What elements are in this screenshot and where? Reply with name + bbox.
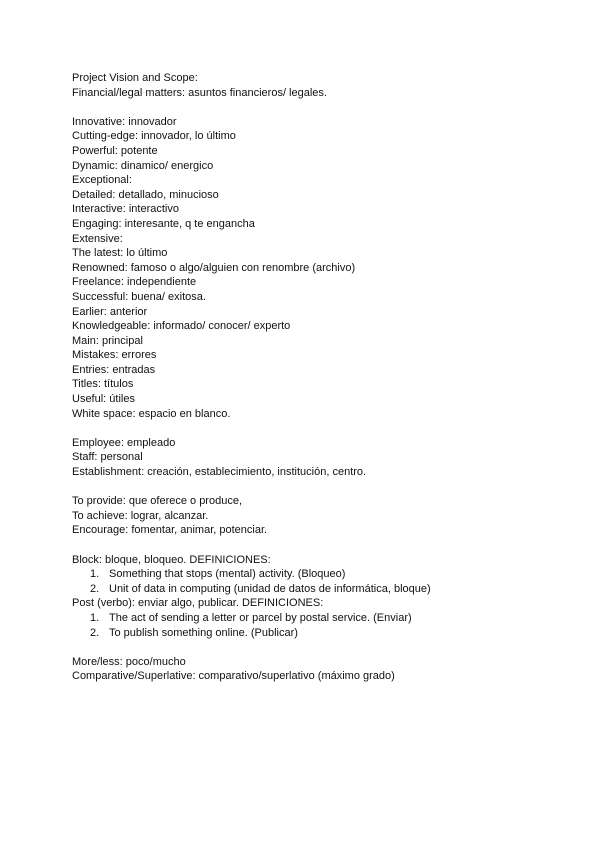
paragraph-gap — [72, 538, 572, 553]
vocab-group-workplace — [72, 436, 572, 480]
vocab-line: Earlier: anterior — [72, 305, 148, 318]
list-text: The act of sending a letter or parcel by postal service. (Enviar) — [109, 611, 412, 624]
vocab-line: Titles: títulos — [72, 378, 134, 391]
list-number: 1. — [90, 611, 100, 624]
document-title: Project Vision and Scope: — [72, 72, 198, 84]
vocab-group-adjectives — [72, 115, 572, 421]
vocab-line: Renowned: famoso o algo/alguien con renombre (archivo) — [72, 261, 356, 274]
vocab-line: White space: espacio en blanco. — [72, 407, 231, 420]
vocab-line: To provide: que oferece o produce, — [72, 495, 243, 508]
vocab-line: The latest: lo último — [72, 247, 168, 260]
vocab-line: Comparative/Superlative: comparativo/superlativo (máximo grado) — [72, 670, 395, 683]
document-subtitle: Financial/legal matters: asuntos financieros/ legales. — [72, 86, 327, 99]
vocab-group-comparison — [72, 655, 572, 684]
vocab-line: Main: principal — [72, 334, 143, 347]
vocab-line: Extensive: — [72, 232, 123, 245]
vocab-line: Knowledgeable: informado/ conocer/ experto — [72, 320, 291, 333]
list-item — [72, 567, 572, 582]
paragraph-gap — [72, 480, 572, 495]
vocab-line: Staff: personal — [72, 451, 143, 464]
list-text: To publish something online. (Publicar) — [109, 626, 298, 639]
vocab-line: Cutting-edge: innovador, lo último — [72, 130, 236, 143]
list-item — [72, 611, 572, 626]
vocab-line: Engaging: interesante, q te engancha — [72, 217, 255, 230]
list-number: 2. — [90, 582, 100, 595]
list-text: Unit of data in computing (unidad de datos de informática, bloque) — [109, 582, 431, 595]
post-definitions-list — [72, 611, 572, 640]
block-section — [72, 553, 572, 597]
block-definitions-list — [72, 567, 572, 596]
vocab-line: Dynamic: dinamico/ energico — [72, 159, 214, 172]
list-item — [72, 582, 572, 597]
vocab-line: Successful: buena/ exitosa. — [72, 290, 206, 303]
list-item — [72, 626, 572, 641]
list-text: Something that stops (mental) activity. (Bloqueo) — [109, 568, 346, 581]
list-number: 1. — [90, 568, 100, 581]
vocab-line: Exceptional: — [72, 174, 132, 187]
vocab-line: Employee: empleado — [72, 436, 176, 449]
vocab-line: Useful: útiles — [72, 393, 135, 406]
paragraph-gap — [72, 640, 572, 655]
document-page — [72, 71, 572, 684]
post-heading: Post (verbo): enviar algo, publicar. DEFINICIONES: — [72, 597, 324, 610]
vocab-line: Detailed: detallado, minucioso — [72, 188, 219, 201]
vocab-group-verbs — [72, 494, 572, 538]
block-heading: Block: bloque, bloqueo. DEFINICIONES: — [72, 553, 271, 566]
vocab-line: Mistakes: errores — [72, 349, 157, 362]
list-number: 2. — [90, 626, 100, 639]
vocab-line: Establishment: creación, establecimiento, institución, centro. — [72, 466, 367, 479]
paragraph-gap — [72, 421, 572, 436]
vocab-line: Entries: entradas — [72, 363, 156, 376]
vocab-line: Innovative: innovador — [72, 115, 177, 128]
vocab-line: Freelance: independiente — [72, 276, 197, 289]
paragraph-gap — [72, 100, 572, 115]
vocab-line: Encourage: fomentar, animar, potenciar. — [72, 524, 268, 537]
vocab-line: Powerful: potente — [72, 144, 158, 157]
vocab-line: More/less: poco/mucho — [72, 655, 186, 668]
vocab-line: To achieve: lograr, alcanzar. — [72, 509, 209, 522]
post-section — [72, 596, 572, 640]
vocab-line: Interactive: interactivo — [72, 203, 179, 216]
